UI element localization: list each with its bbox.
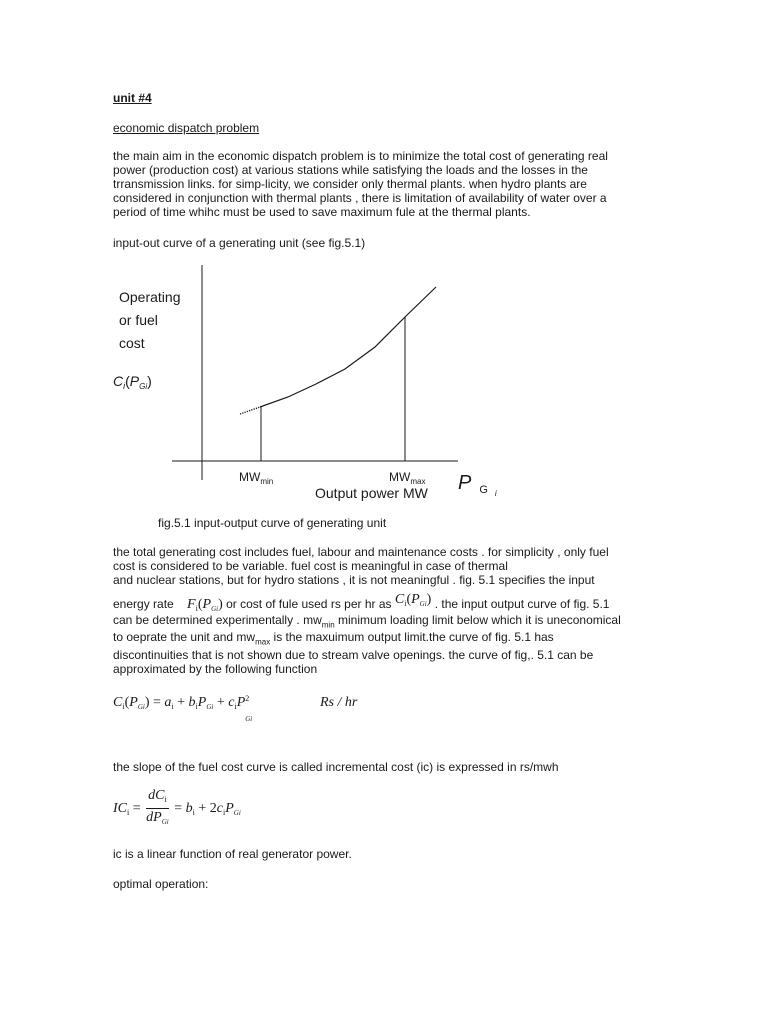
unit-heading: unit #4: [113, 91, 152, 105]
section-title: economic dispatch problem: [113, 121, 260, 135]
intro-line: power (production cost) at various stations while satisfying the loads and the losses in the: [113, 163, 588, 177]
curve-extension: [240, 407, 260, 414]
intro-line: period of time whihc must be used to save maximum fule at the thermal plants.: [113, 205, 531, 219]
cost-function-equation: $C_i(P_{Gi}) = a_i + b_iP_{Gi} + c_iP$ 2 Gi: [113, 694, 253, 723]
paragraph-line: and nuclear stations, but for hydro stations , it is not meaningful . fig. 5.1 specifies the input: [113, 573, 595, 587]
intro-line: considered in conjunction with thermal plants , there is limitation of availability of water over a: [113, 191, 607, 205]
optimal-operation-heading: optimal operation:: [113, 877, 209, 891]
ylabel-line: or fuel: [119, 312, 158, 328]
slope-text: the slope of the fuel cost curve is called incremental cost (ic) is expressed in rs/mwh: [113, 760, 559, 774]
y-symbol: $C_i(P_{Gi})$: [113, 373, 152, 391]
paragraph-line: approximated by the following function: [113, 662, 318, 676]
mw-max-label: $MW_{max}$: [389, 470, 426, 486]
intro-line: trransmission links. for simp-licity, we consider only thermal plants. when hydro plants are: [113, 177, 587, 191]
line-text: or cost of fule used rs per hr as: [226, 597, 392, 611]
mw-min-line-text: can be determined experimentally . $mw_{min}$ minimum loading limit below which it is uneconomical: [113, 613, 621, 630]
ylabel-line: cost: [119, 335, 145, 351]
ylabel-line: Operating: [119, 289, 181, 305]
mw-max-line-text: to oeprate the unit and $mw_{max}$ is the maxuimum output limit.the curve of fig. 5.1 has: [113, 630, 554, 647]
incremental-cost-equation: $IC_i$ = $\frac{dC_i}{dP_{Gi}}$ = $b_i + 2c_iP_{Gi}$: [113, 787, 241, 831]
input-output-curve-figure: [0, 255, 768, 505]
x-symbol: P $_G$ i: [458, 472, 497, 498]
cost-symbol: $C_i(P_{Gi})$: [394, 592, 432, 608]
figure-caption: fig.5.1 input-output curve of generating unit: [158, 516, 387, 530]
paragraph-line: the total generating cost includes fuel, labour and maintenance costs . for simplicity , only fuel: [113, 545, 609, 559]
fuel-input-symbol: $F_i(P_{Gi})$: [187, 597, 223, 613]
line-text: . the input output curve of fig. 5.1: [434, 597, 610, 611]
mw-min-label: $MW_{min}$: [239, 470, 274, 486]
line-text: energy rate: [113, 597, 174, 611]
cost-unit: Rs / hr: [320, 695, 358, 710]
derivative-fraction: $\frac{dC_i}{dP_{Gi}}$: [146, 788, 169, 826]
curve-intro-text: input-out curve of a generating unit (see fig.5.1): [113, 236, 366, 250]
paragraph-line: cost is considered to be variable. fuel cost is meaningful in case of thermal: [113, 559, 508, 573]
ic-linear-text: ic is a linear function of real generator power.: [113, 847, 352, 861]
xlabel: Output power MW: [315, 485, 428, 501]
intro-line: the main aim in the economic dispatch problem is to minimize the total cost of generating real: [113, 149, 608, 163]
cost-curve: [260, 287, 436, 407]
paragraph-line: discontinuities that is not shown due to stream valve openings. the curve of fig,. 5.1 can be: [113, 648, 594, 662]
